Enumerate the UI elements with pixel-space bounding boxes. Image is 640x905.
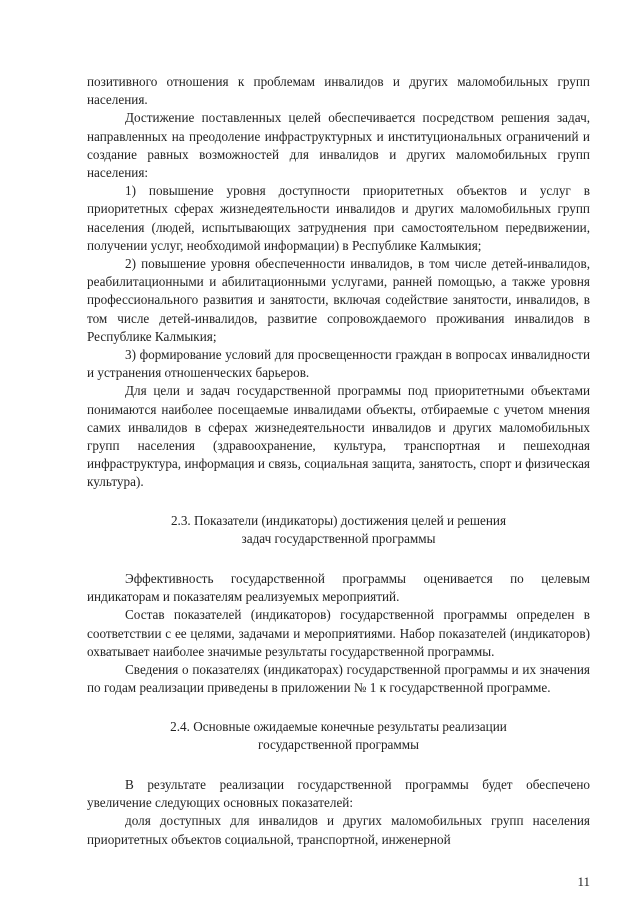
list-item-2: 2) повышение уровня обеспеченности инвалидов, в том числе детей-инвалидов, реабилитационными и абилитационными услугами, ранней помощью, а также уровня профессионального развития и занятости, включая содействие занятости, инвалидов, в том числе детей-инвалидов, развитие сопровождаемого проживания инвалидов в Республике Калмыкия; [87, 256, 590, 344]
section-heading-2-4 [87, 718, 590, 754]
section-heading-line: 2.3. Показатели (индикаторы) достижения целей и решения [170, 512, 507, 528]
page-number: 11 [577, 874, 590, 889]
paragraph: Состав показателей (индикаторов) государственной программы определен в соответствии с ее целями, задачами и мероприятиями. Набор показателей (индикаторов) охватывает наиболее значимые результаты государственной программы. [87, 607, 590, 659]
paragraph: Сведения о показателях (индикаторах) государственной программы и их значения по годам реализации приведены в приложении № 1 к государственной программе. [87, 662, 590, 696]
paragraph: Для цели и задач государственной программы под приоритетными объектами понимаются наиболее посещаемые инвалидами объекты, отбираемые с учетом мнения самих инвалидов в сферах жизнедеятельности инвалидов и других маломобильных групп населения (здравоохранение, культура, транспортная и пешеходная инфраструктура, информация и связь, социальная защита, занятость, спорт и физическая культура). [87, 383, 590, 490]
section-heading-line: задач государственной программы [241, 530, 436, 546]
paragraph: В результате реализации государственной программы будет обеспечено увеличение следующих основных показателей: [87, 776, 590, 811]
list-item-1: 1) повышение уровня доступности приоритетных объектов и услуг в приоритетных сферах жизнедеятельности инвалидов и других маломобильных групп населения (людей, испытывающих затруднения при самостоятельном передвижении, получении услуг, необходимой информации) в Республике Калмыкия; [87, 183, 590, 253]
paragraph: позитивного отношения к проблемам инвалидов и других маломобильных групп населения. [87, 74, 590, 108]
page-content [87, 73, 590, 849]
section-heading-line: 2.4. Основные ожидаемые конечные результаты реализации [170, 718, 507, 734]
list-item-3: 3) формирование условий для просвещенности граждан в вопросах инвалидности и устранения отношенческих барьеров. [87, 347, 590, 381]
paragraph: Достижение поставленных целей обеспечивается посредством решения задач, направленных на преодоление инфраструктурных и институциональных ограничений и создание равных возможностей для инвалидов и других маломобильных групп населения: [87, 110, 590, 181]
paragraph: Эффективность государственной программы оценивается по целевым индикаторам и показателям реализуемых мероприятий. [87, 571, 590, 605]
section-heading-2-3 [87, 512, 590, 548]
paragraph: доля доступных для инвалидов и других маломобильных групп населения приоритетных объектов социальной, транспортной, инженерной [87, 813, 590, 847]
section-heading-line: государственной программы [258, 736, 419, 752]
